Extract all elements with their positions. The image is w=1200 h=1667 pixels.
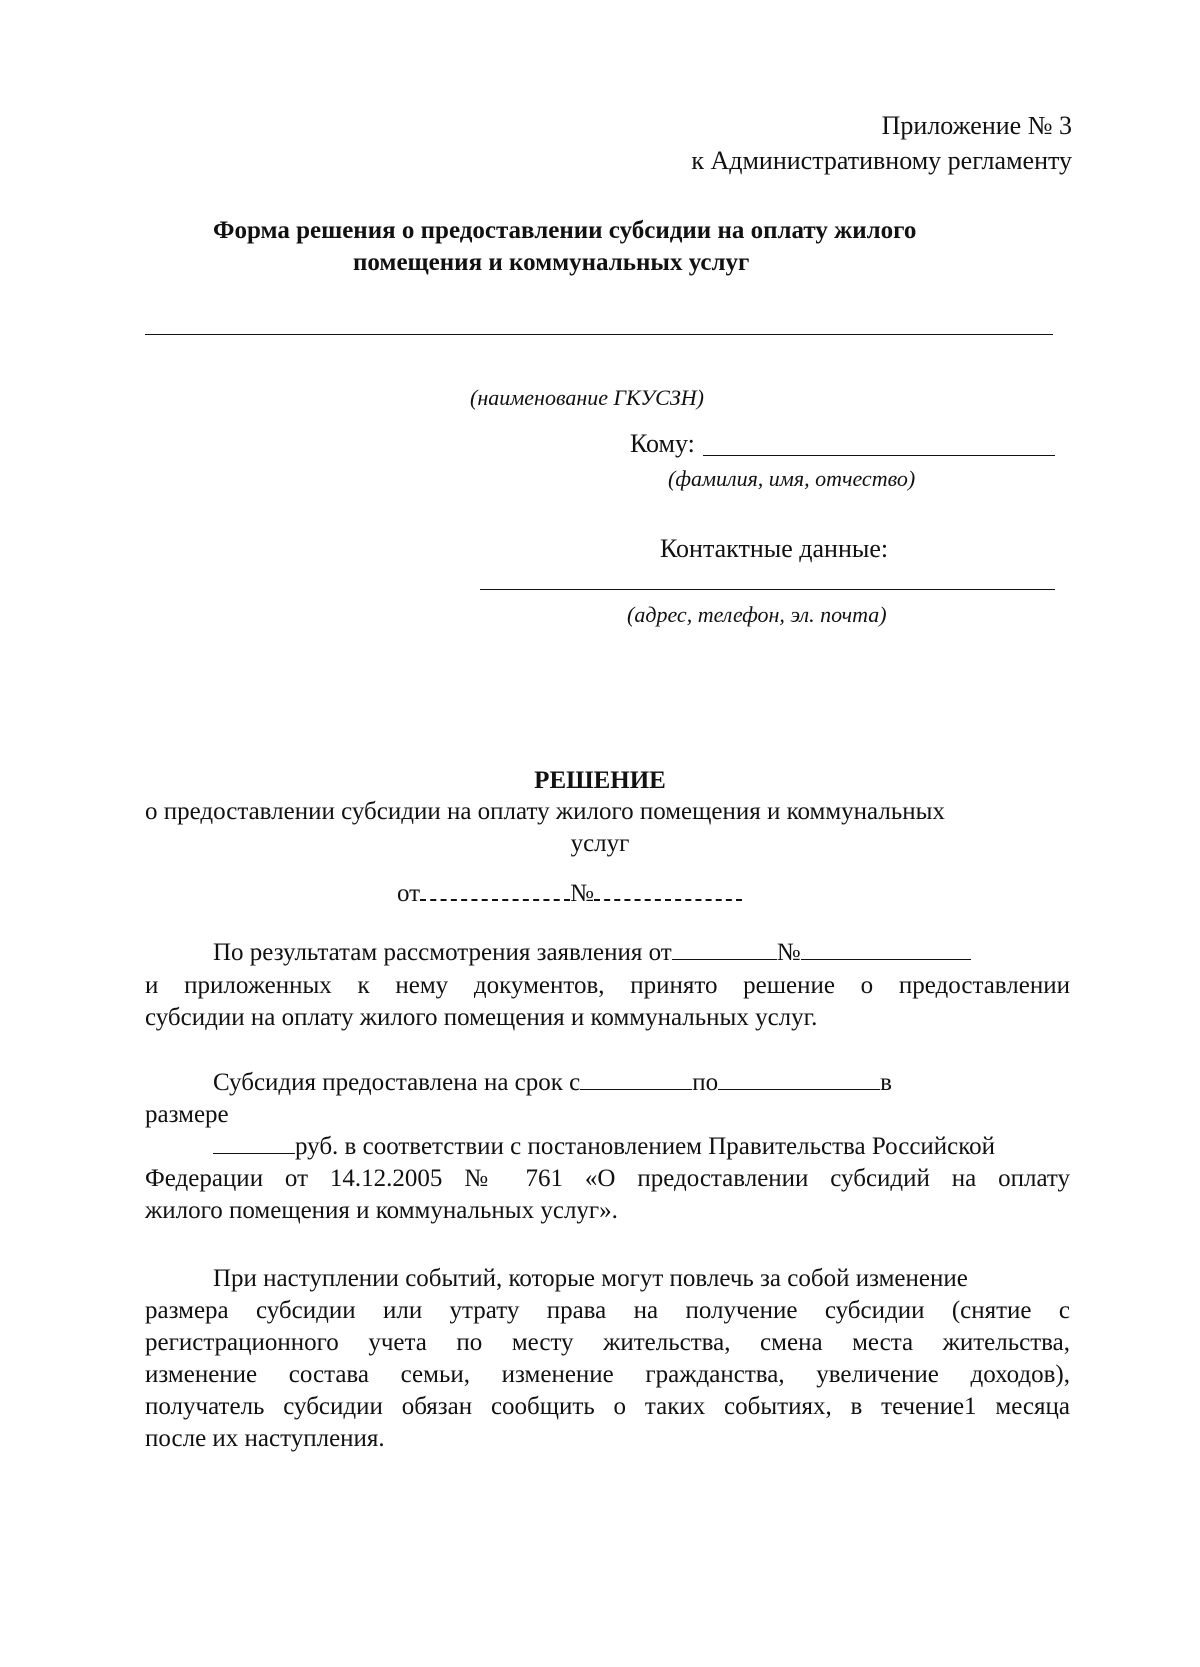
application-number-blank: [801, 937, 971, 960]
para2-line4: Федерации от 14.12.2005 № 761 «О предоставлении субсидий на оплату: [145, 1165, 1070, 1192]
decision-subtitle-line1: о предоставлении субсидии на оплату жилого помещения и коммунальных: [145, 798, 945, 825]
application-date-blank: [672, 937, 777, 960]
to-line: [703, 455, 1055, 456]
contacts-line: [480, 589, 1055, 590]
para1-line2: и приложенных к нему документов, принято решение о предоставлении: [145, 972, 1070, 999]
para3-line2: размера субсидии или утрату права на получение субсидии (снятие с: [145, 1297, 1070, 1324]
contacts-caption: (адрес, телефон, эл. почта): [627, 602, 887, 627]
para2-to-word: по: [692, 1069, 719, 1096]
to-label: Кому:: [630, 429, 695, 458]
para1-line1: [213, 937, 971, 969]
para1-line3: субсидии на оплату жилого помещения и коммунальных услуг.: [145, 1004, 818, 1031]
para2-rub-text: руб. в соответствии с постановлением Правительства Российской: [295, 1133, 996, 1160]
para3-line5: получатель субсидии обязан сообщить о таких событиях, в течение1 месяца: [145, 1393, 1070, 1420]
para1-number-sign: №: [776, 939, 801, 966]
para2-in-word: в: [880, 1069, 892, 1096]
para2-line5: жилого помещения и коммунальных услуг».: [145, 1197, 618, 1224]
decision-date-number: [397, 877, 742, 910]
para2-line1: [213, 1067, 892, 1099]
para1-application-text: По результатам рассмотрения заявления от: [213, 939, 672, 966]
org-name-line: [145, 334, 1053, 335]
decision-number-prefix: №: [570, 880, 594, 907]
decision-date-prefix: от: [397, 880, 421, 907]
term-from-blank: [580, 1067, 692, 1090]
para3-line6: после их наступления.: [145, 1425, 385, 1452]
para2-term-text: Субсидия предоставлена на срок с: [213, 1069, 581, 1096]
amount-blank: [213, 1131, 295, 1154]
para2-line2: размере: [145, 1101, 229, 1128]
decision-heading: РЕШЕНИЕ: [534, 767, 666, 794]
form-title-line2: помещения и коммунальных услуг: [353, 249, 750, 276]
para2-line3: [213, 1131, 995, 1163]
decision-date-blank: [420, 877, 570, 901]
decision-number-blank: [594, 877, 742, 901]
appendix-reference: к Административному регламенту: [691, 146, 1072, 175]
para3-line3: регистрационного учета по месту жительства, смена места жительства,: [145, 1329, 1070, 1356]
contacts-label: Контактные данные:: [660, 534, 889, 563]
to-caption: (фамилия, имя, отчество): [668, 466, 916, 491]
org-name-caption: (наименование ГКУСЗН): [470, 385, 704, 410]
term-to-blank: [718, 1067, 880, 1090]
appendix-number: Приложение № 3: [881, 111, 1072, 140]
form-title-line1: Форма решения о предоставлении субсидии на оплату жилого: [213, 217, 917, 244]
decision-subtitle-line2: услуг: [570, 830, 630, 857]
para3-line4: изменение состава семьи, изменение гражданства, увеличение доходов),: [145, 1361, 1070, 1388]
para3-line1: При наступлении событий, которые могут повлечь за собой изменение: [213, 1265, 968, 1292]
